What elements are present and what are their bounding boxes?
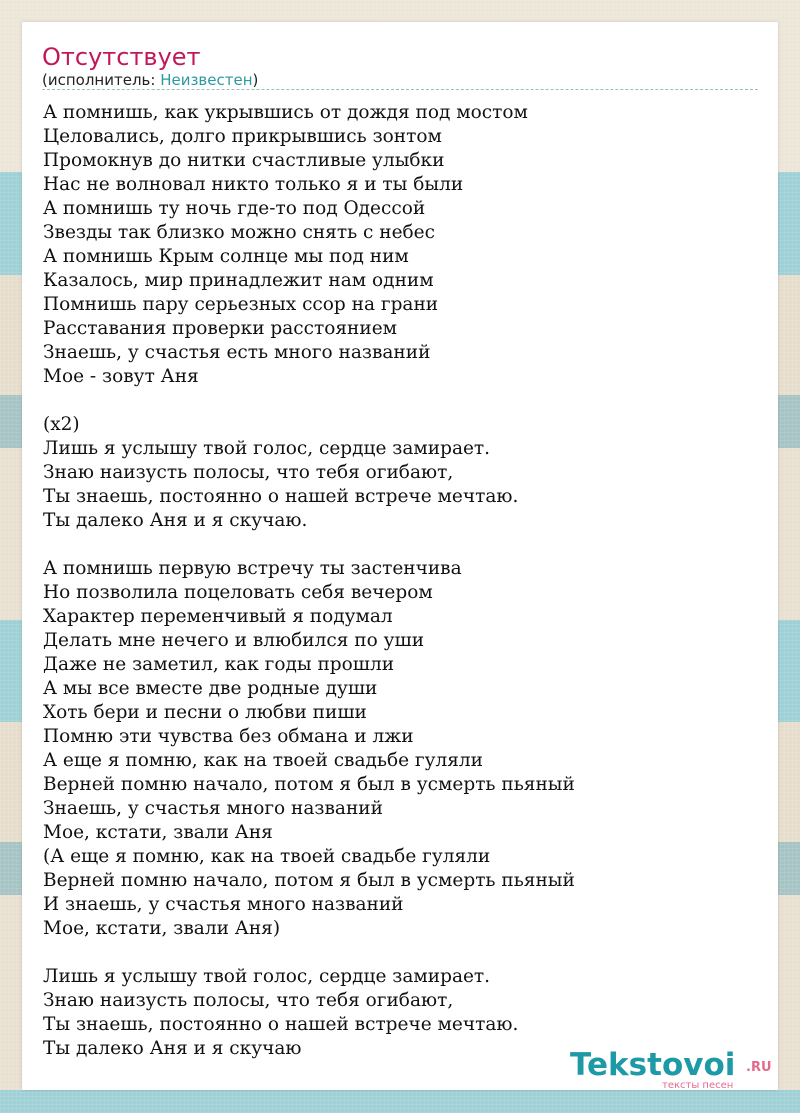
site-logo[interactable] bbox=[570, 1048, 780, 1094]
lyrics-text: А помнишь, как укрывшись от дождя под мостом Целовались, долго прикрывшись зонтом Промокнув до нитки счастливые улыбки Нас не волновал никто только я и ты были А помнишь ту ночь где-то под Одессой Звезды так близко можно снять с небес А помнишь Крым солнце мы под ним Казалось, мир принадлежит нам одним Помнишь пару серьезных ссор на грани Расставания проверки расстоянием Знаешь, у счастья есть много названий Мое - зовут Аня (x2) Лишь я услышу твой голос, сердце замирает. Знаю наизусть полосы, что тебя огибают, Ты знаешь, постоянно о нашей встрече мечтаю. Ты далеко Аня и я скучаю. А помнишь первую встречу ты застенчива Но позволила поцеловать себя вечером Характер переменчивый я подумал Делать мне нечего и влюбился по уши Даже не заметил, как годы прошли А мы все вместе две родные души Хоть бери и песни о любви пиши Помню эти чувства без обмана и лжи А еще я помню, как на твоей свадьбе гуляли Верней помню начало, потом я был в усмерть пьяный Знаешь, у счастья много названий Мое, кстати, звали Аня (А еще я помню, как на твоей свадьбе гуляли Верней помню начало, потом я был в усмерть пьяный И знаешь, у счастья много названий Мое, кстати, звали Аня) Лишь я услышу твой голос, сердце замирает. Знаю наизусть полосы, что тебя огибают, Ты знаешь, постоянно о нашей встрече мечтаю. Ты далеко Аня и я скучаю bbox=[43, 102, 575, 1059]
logo-wordmark: Tekstovoi bbox=[570, 1047, 736, 1083]
logo-tagline: тексты песен bbox=[662, 1080, 734, 1091]
lyrics-card bbox=[22, 22, 778, 1090]
artist-prefix: (исполнитель: bbox=[42, 71, 161, 89]
song-title: Отсутствует bbox=[42, 43, 201, 71]
artist-suffix: ) bbox=[252, 71, 259, 89]
artist-link[interactable]: Неизвестен bbox=[160, 71, 253, 89]
logo-domain: .RU bbox=[746, 1060, 772, 1075]
title-divider bbox=[42, 89, 758, 90]
artist-line bbox=[42, 70, 258, 90]
